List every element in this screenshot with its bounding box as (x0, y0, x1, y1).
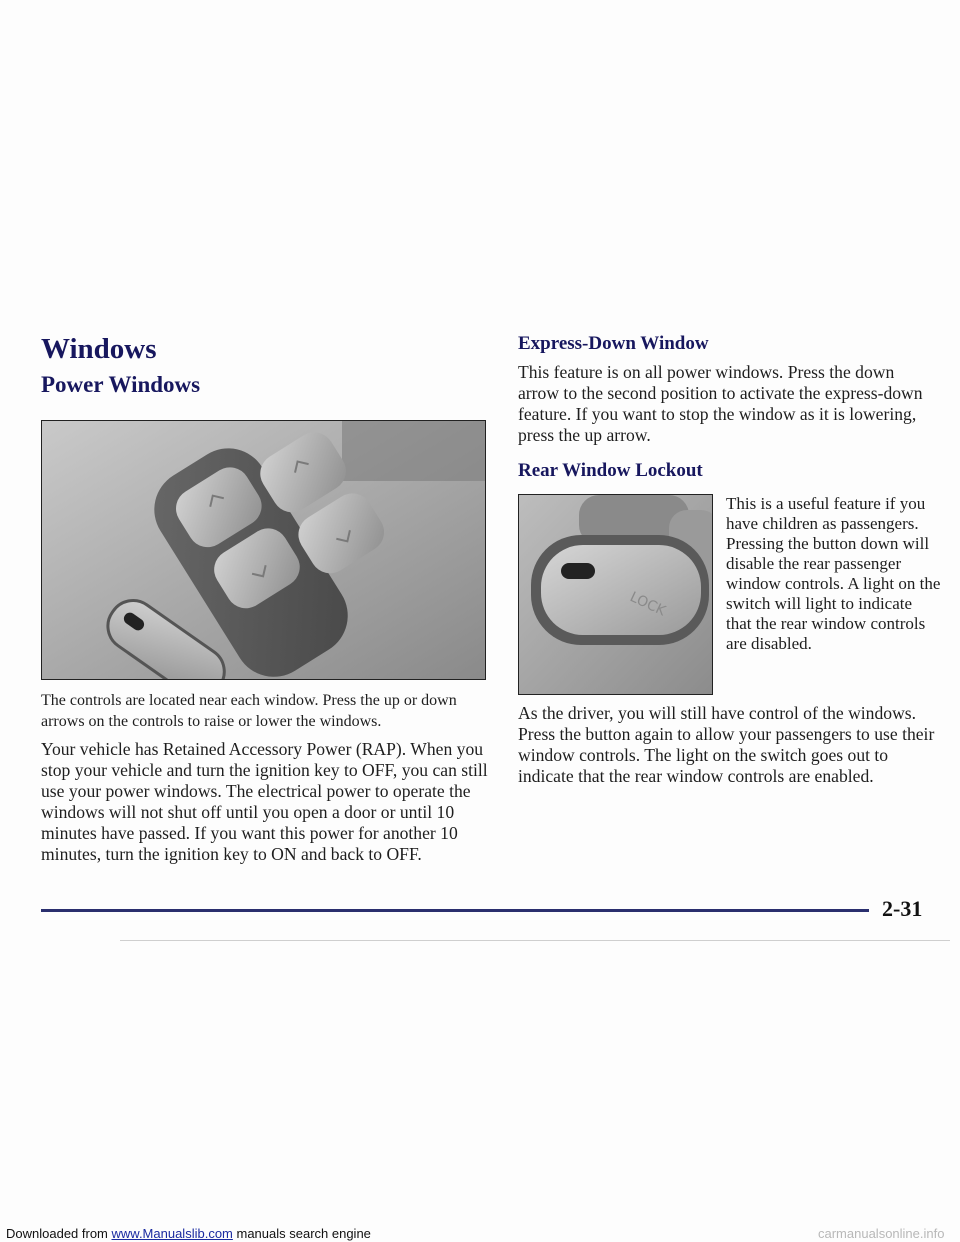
lock-label: LOCK (627, 589, 668, 620)
heading-express-down: Express-Down Window (518, 333, 709, 354)
footer-download-note (6, 1226, 371, 1241)
footer-prefix: Downloaded from (6, 1226, 112, 1241)
lock-switch-photo (518, 494, 713, 695)
paragraph-lockout: This is a useful feature if you have children as passengers. Pressing the button down will disable the rear passenger window controls. A light on the switch will light to indicate that the rear window controls are disabled. (726, 494, 941, 653)
footer-suffix: manuals search engine (232, 1226, 371, 1241)
page-number: 2-31 (882, 896, 923, 921)
subsection-title-power-windows: Power Windows (41, 372, 201, 397)
scan-line (120, 940, 950, 941)
page-rule (41, 909, 869, 912)
power-window-controls-photo (41, 420, 486, 680)
paragraph-controls: The controls are located near each window. Press the up or down arrows on the controls to raise or lower the windows. (41, 692, 457, 730)
paragraph-express-down: This feature is on all power windows. Press the down arrow to the second position to activate the express-down feature. If you want to stop the window as it is lowering, press the up arrow. (518, 362, 923, 445)
watermark: carmanualsonline.info (818, 1226, 945, 1241)
section-title: Windows (41, 333, 157, 365)
heading-rear-window-lockout: Rear Window Lockout (518, 460, 703, 481)
manualslib-link[interactable]: www.Manualslib.com (111, 1226, 233, 1241)
paragraph-driver-control: As the driver, you will still have control of the windows. Press the button again to allow your passengers to use their window controls. The light on the switch goes out to indicate that the rear window controls are enabled. (518, 703, 935, 786)
paragraph-rap: Your vehicle has Retained Accessory Power (RAP). When you stop your vehicle and turn the ignition key to OFF, you can still use your power windows. The electrical power to operate the windows will not shut off until you open a door or until 10 minutes have passed. If you want this power for another 10 minutes, turn the ignition key to ON and back to OFF. (41, 739, 488, 864)
